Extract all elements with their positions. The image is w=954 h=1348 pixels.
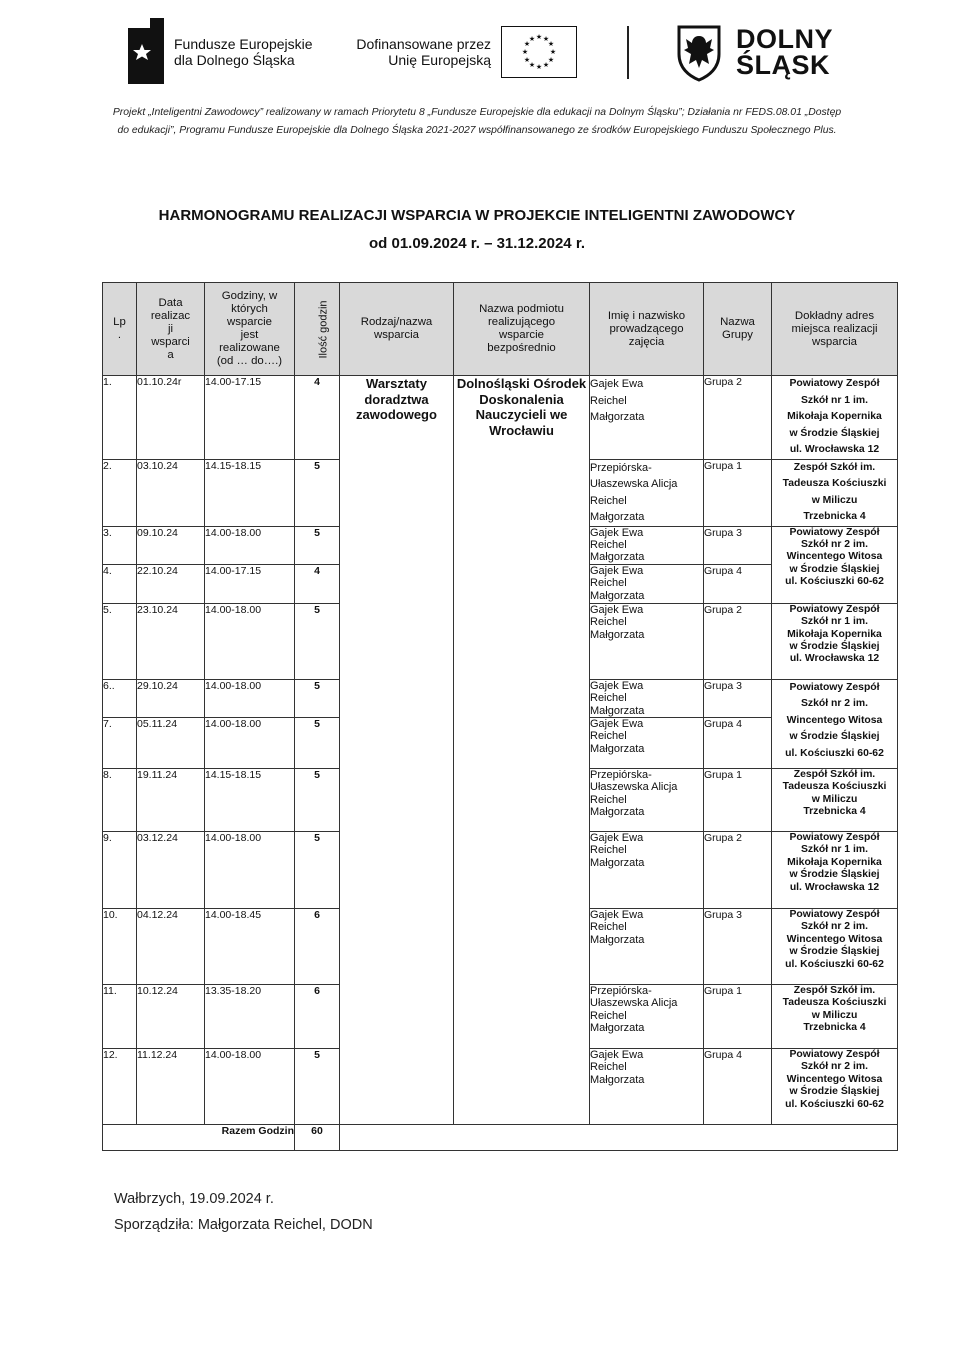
fundusze-europejskie-label: Fundusze Europejskie dla Dolnego Śląska xyxy=(174,36,313,68)
row-hour-count: 6 xyxy=(295,984,340,1048)
row-address: Zespół Szkół im. Tadeusza Kościuszki w Miliczu Trzebnicka 4 xyxy=(772,459,898,526)
svg-text:★: ★ xyxy=(521,48,529,56)
col-header-count xyxy=(295,283,340,376)
row-lp: 10. xyxy=(103,908,137,984)
svg-text:★: ★ xyxy=(523,40,531,48)
row-date: 09.10.24 xyxy=(137,526,205,564)
row-hour-count: 5 xyxy=(295,1048,340,1124)
row-hour-count: 5 xyxy=(295,831,340,908)
dolny-slask-label: DOLNY ŚLĄSK xyxy=(736,24,833,80)
col-header-hours: Godziny, w których wsparcie jest realizowane (od … do….) xyxy=(205,283,295,376)
row-date: 04.12.24 xyxy=(137,908,205,984)
row-group: Grupa 1 xyxy=(704,984,772,1048)
row-lp: 7. xyxy=(103,717,137,768)
row-lp: 6.. xyxy=(103,679,137,717)
row-hours: 14.00-18.00 xyxy=(205,1048,295,1124)
row-hours: 14.00-18.00 xyxy=(205,603,295,679)
table-header-row xyxy=(103,283,898,376)
fundusze-europejskie-logo-icon xyxy=(128,18,164,84)
svg-text:★: ★ xyxy=(547,56,555,64)
row-address: Powiatowy Zespół Szkół nr 2 im. Wincentego Witosa w Środzie Śląskiej ul. Kościuszki 60-62 xyxy=(772,526,898,603)
row-address: Powiatowy Zespół Szkół nr 1 im. Mikołaja Kopernika w Środzie Śląskiej ul. Wrocławska 12 xyxy=(772,831,898,908)
row-hours: 14.00-18.00 xyxy=(205,717,295,768)
row-date: 01.10.24r xyxy=(137,376,205,460)
eu-funding-label: Dofinansowane przez Unię Europejską xyxy=(356,36,491,68)
col-header-address: Dokładny adres miejsca realizacji wsparcia xyxy=(772,283,898,376)
total-row-empty xyxy=(340,1124,898,1150)
eu-flag-icon xyxy=(501,26,577,78)
row-lead: Przepiórska- Ułaszewska Alicja Reichel Małgorzata xyxy=(590,768,704,831)
row-group: Grupa 4 xyxy=(704,717,772,768)
row-hour-count: 5 xyxy=(295,717,340,768)
col-header-type: Rodzaj/nazwa wsparcia xyxy=(340,283,454,376)
row-lead: Gajek Ewa Reichel Małgorzata xyxy=(590,831,704,908)
row-address: Powiatowy Zespół Szkół nr 1 im. Mikołaja Kopernika w Środzie Śląskiej ul. Wrocławska 12 xyxy=(772,603,898,679)
row-group: Grupa 3 xyxy=(704,908,772,984)
row-hours: 14.00-18.45 xyxy=(205,908,295,984)
col-header-provider: Nazwa podmiotu realizującego wsparcie bezpośrednio xyxy=(454,283,590,376)
support-type: Warsztaty doradztwa zawodowego xyxy=(356,376,437,422)
row-hour-count: 5 xyxy=(295,526,340,564)
svg-text:★: ★ xyxy=(542,35,550,43)
row-lp: 9. xyxy=(103,831,137,908)
document-title xyxy=(60,202,894,258)
col-header-count-label: Ilość godzin xyxy=(317,299,330,359)
row-hour-count: 5 xyxy=(295,603,340,679)
title-line-1: HARMONOGRAMU REALIZACJI WSPARCIA W PROJEKCIE INTELIGENTNI ZAWODOWCY xyxy=(158,207,796,224)
row-group: Grupa 2 xyxy=(704,603,772,679)
col-header-date: Data realizac ji wsparci a xyxy=(137,283,205,376)
row-lp: 3. xyxy=(103,526,137,564)
row-date: 23.10.24 xyxy=(137,603,205,679)
row-address: Powiatowy Zespół Szkół nr 2 im. Wincentego Witosa w Środzie Śląskiej ul. Kościuszki 60-62 xyxy=(772,679,898,768)
svg-text:★: ★ xyxy=(535,63,543,71)
row-lp: 12. xyxy=(103,1048,137,1124)
row-group: Grupa 3 xyxy=(704,679,772,717)
row-hours: 14.15-18.15 xyxy=(205,768,295,831)
row-group: Grupa 2 xyxy=(704,376,772,460)
logo-separator xyxy=(627,26,629,79)
row-lead: Gajek Ewa Reichel Małgorzata xyxy=(590,679,704,717)
row-lead: Gajek Ewa Reichel Małgorzata xyxy=(590,564,704,603)
row-group: Grupa 4 xyxy=(704,1048,772,1124)
row-lp: 5. xyxy=(103,603,137,679)
support-type-cell xyxy=(340,376,454,1125)
row-group: Grupa 2 xyxy=(704,831,772,908)
row-hours: 14.00-18.00 xyxy=(205,831,295,908)
schedule-table xyxy=(102,282,898,1151)
project-description: Projekt „Inteligentni Zawodowcy” realizowany w ramach Priorytetu 8 „Fundusze Europejskie dla edukacji na Dolnym Śląsku”; Działania nr FEDS.08.01 „Dostęp do edukacji”, Programu Fundusze Europejskie dla Dolnego Śląska 2021-2027 współfinansowanego ze środków Europejskiego Funduszu Społecznego Plus. xyxy=(112,107,842,136)
row-date: 10.12.24 xyxy=(137,984,205,1048)
row-lead: Gajek Ewa Reichel Małgorzata xyxy=(590,526,704,564)
row-hour-count: 5 xyxy=(295,459,340,526)
row-group: Grupa 3 xyxy=(704,526,772,564)
col-header-group: Nazwa Grupy xyxy=(704,283,772,376)
row-hour-count: 6 xyxy=(295,908,340,984)
row-hours: 14.00-18.00 xyxy=(205,526,295,564)
row-address: Powiatowy Zespół Szkół nr 2 im. Wincentego Witosa w Środzie Śląskiej ul. Kościuszki 60-62 xyxy=(772,908,898,984)
row-group: Grupa 1 xyxy=(704,459,772,526)
svg-text:★: ★ xyxy=(549,48,557,56)
svg-text:★: ★ xyxy=(523,56,531,64)
row-date: 19.11.24 xyxy=(137,768,205,831)
document-footer xyxy=(114,1186,373,1238)
row-hours: 14.00-17.15 xyxy=(205,376,295,460)
place-and-date: Wałbrzych, 19.09.2024 r. xyxy=(114,1191,274,1207)
dolny-slask-crest-icon xyxy=(676,24,722,82)
total-row xyxy=(103,1124,898,1150)
title-line-2: od 01.09.2024 r. – 31.12.2024 r. xyxy=(368,235,585,252)
svg-text:★: ★ xyxy=(547,40,555,48)
row-lp: 11. xyxy=(103,984,137,1048)
row-date: 03.12.24 xyxy=(137,831,205,908)
row-lp: 2. xyxy=(103,459,137,526)
row-hours: 13.35-18.20 xyxy=(205,984,295,1048)
row-lead: Gajek Ewa Reichel Małgorzata xyxy=(590,376,704,460)
row-hours: 14.00-17.15 xyxy=(205,564,295,603)
row-hours: 14.15-18.15 xyxy=(205,459,295,526)
row-lead: Przepiórska- Ułaszewska Alicja Reichel Małgorzata xyxy=(590,984,704,1048)
row-address: Zespół Szkół im. Tadeusza Kościuszki w Miliczu Trzebnicka 4 xyxy=(772,984,898,1048)
row-lp: 4. xyxy=(103,564,137,603)
total-value: 60 xyxy=(295,1124,340,1150)
total-label: Razem Godzin xyxy=(103,1124,295,1150)
row-date: 03.10.24 xyxy=(137,459,205,526)
row-group: Grupa 1 xyxy=(704,768,772,831)
provider-name: Dolnośląski Ośrodek Doskonalenia Nauczycieli we Wrocławiu xyxy=(456,376,587,438)
row-lead: Gajek Ewa Reichel Małgorzata xyxy=(590,603,704,679)
row-hour-count: 4 xyxy=(295,564,340,603)
row-lead: Gajek Ewa Reichel Małgorzata xyxy=(590,717,704,768)
row-hour-count: 5 xyxy=(295,679,340,717)
col-header-lead: Imię i nazwisko prowadzącego zajęcia xyxy=(590,283,704,376)
svg-text:★: ★ xyxy=(528,35,536,43)
provider-cell xyxy=(454,376,590,1125)
row-date: 29.10.24 xyxy=(137,679,205,717)
row-lp: 8. xyxy=(103,768,137,831)
svg-text:★: ★ xyxy=(535,33,543,41)
row-group: Grupa 4 xyxy=(704,564,772,603)
row-lead: Gajek Ewa Reichel Małgorzata xyxy=(590,1048,704,1124)
row-address: Powiatowy Zespół Szkół nr 1 im. Mikołaja Kopernika w Środzie Śląskiej ul. Wrocławska 12 xyxy=(772,376,898,460)
row-hour-count: 5 xyxy=(295,768,340,831)
row-lead: Przepiórska- Ułaszewska Alicja Reichel Małgorzata xyxy=(590,459,704,526)
svg-text:★: ★ xyxy=(528,61,536,69)
row-address: Zespół Szkół im. Tadeusza Kościuszki w Miliczu Trzebnicka 4 xyxy=(772,768,898,831)
col-header-lp: Lp . xyxy=(103,283,137,376)
author: Sporządziła: Małgorzata Reichel, DODN xyxy=(114,1217,373,1233)
row-address: Powiatowy Zespół Szkół nr 2 im. Wincentego Witosa w Środzie Śląskiej ul. Kościuszki 60-62 xyxy=(772,1048,898,1124)
svg-text:★: ★ xyxy=(542,61,550,69)
row-lp: 1. xyxy=(103,376,137,460)
row-hours: 14.00-18.00 xyxy=(205,679,295,717)
logo-bar xyxy=(0,16,954,88)
table-row xyxy=(103,376,898,460)
row-date: 11.12.24 xyxy=(137,1048,205,1124)
row-hour-count: 4 xyxy=(295,376,340,460)
row-lead: Gajek Ewa Reichel Małgorzata xyxy=(590,908,704,984)
row-date: 05.11.24 xyxy=(137,717,205,768)
row-date: 22.10.24 xyxy=(137,564,205,603)
